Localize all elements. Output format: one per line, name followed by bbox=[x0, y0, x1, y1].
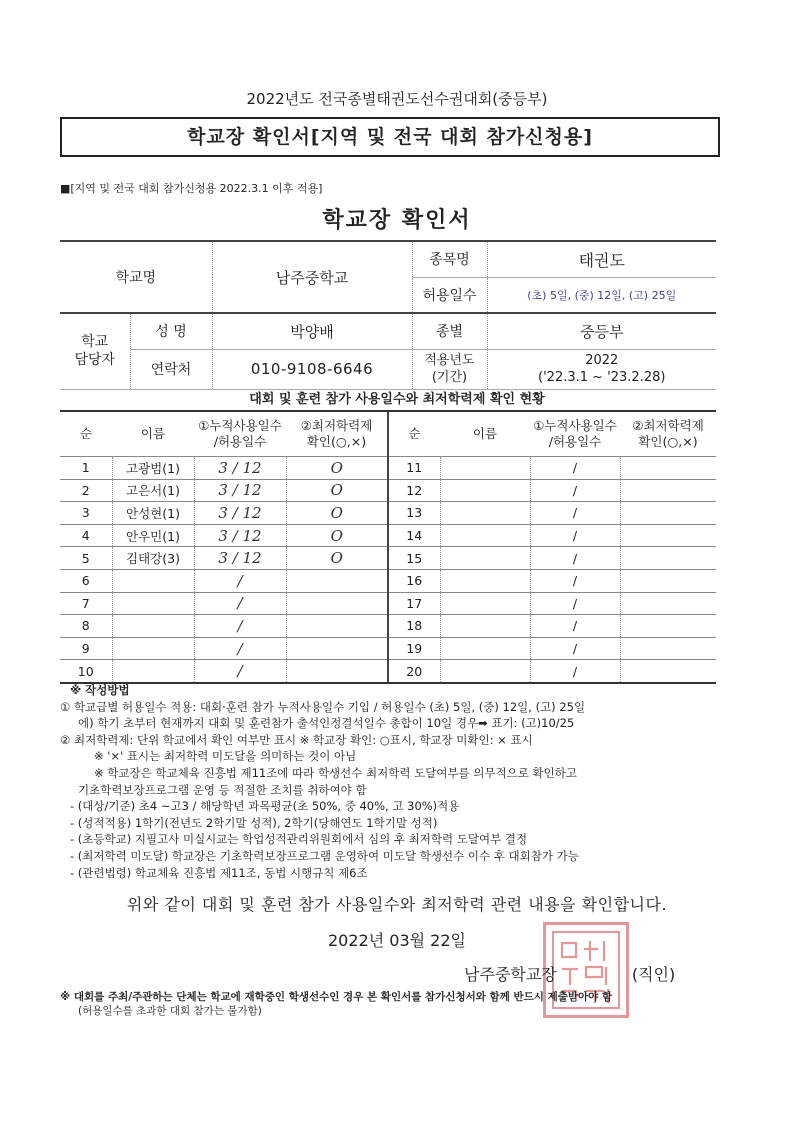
col-name-header: 이름 bbox=[112, 411, 194, 457]
row-number: 9 bbox=[60, 637, 112, 660]
min-check bbox=[620, 615, 716, 638]
school-label: 학교명 bbox=[60, 241, 212, 313]
min-check bbox=[620, 637, 716, 660]
name-label: 성 명 bbox=[130, 313, 212, 349]
days-used: / bbox=[194, 660, 286, 683]
min-check bbox=[620, 660, 716, 683]
min-check: O bbox=[286, 457, 388, 480]
days-used: / bbox=[194, 569, 286, 592]
table-row bbox=[60, 524, 716, 547]
sport-value: 태권도 bbox=[487, 241, 716, 277]
year-cell bbox=[487, 349, 716, 389]
days-used: / bbox=[530, 569, 620, 592]
category-value: 중등부 bbox=[487, 313, 716, 349]
student-name bbox=[112, 569, 194, 592]
row-number: 6 bbox=[60, 569, 112, 592]
writing-instructions bbox=[60, 682, 740, 881]
table-row bbox=[60, 457, 716, 480]
days-used: 3 / 12 bbox=[194, 524, 286, 547]
usage-heading: 대회 및 훈련 참가 사용일수와 최저학력제 확인 현황 bbox=[249, 392, 545, 407]
name-value: 박양배 bbox=[212, 313, 412, 349]
year-label: 적용년도 (기간) bbox=[412, 349, 487, 389]
school-value: 남주중학교 bbox=[212, 241, 412, 313]
student-name: 고광범(1) bbox=[112, 457, 194, 480]
days-used: / bbox=[530, 547, 620, 570]
apply-note: ■[지역 및 전국 대회 참가신청용 2022.3.1 이후 적용] bbox=[60, 182, 323, 195]
student-name bbox=[440, 457, 530, 480]
col-no-header: 순 bbox=[60, 411, 112, 457]
note-line: 에) 학기 초부터 현재까지 대회 및 훈련참가 출석인정결석일수 총합이 10일 경우➡ 표기: (고)10/25 bbox=[78, 716, 575, 731]
col-min-header: ②최저학력제 확인(○,×) bbox=[620, 411, 716, 457]
col-min-header: ②최저학력제 확인(○,×) bbox=[286, 411, 388, 457]
days-used: / bbox=[194, 615, 286, 638]
sport-label: 종목명 bbox=[412, 241, 487, 277]
student-name: 안성현(1) bbox=[112, 502, 194, 525]
student-name: 고은서(1) bbox=[112, 479, 194, 502]
student-name bbox=[112, 637, 194, 660]
student-name bbox=[440, 615, 530, 638]
table-row bbox=[60, 637, 716, 660]
manager-label: 학교 담당자 bbox=[60, 313, 130, 389]
row-number: 11 bbox=[388, 457, 440, 480]
table-row bbox=[60, 660, 716, 683]
min-check bbox=[620, 479, 716, 502]
table-row bbox=[60, 615, 716, 638]
days-used: / bbox=[530, 592, 620, 615]
days-used: 3 / 12 bbox=[194, 479, 286, 502]
footer-line-1: ※ 대회를 주최/주관하는 단체는 학교에 재학중인 학생선수인 경우 본 확인서를 참가신청서와 함께 반드시 제출받아야 함 bbox=[60, 991, 613, 1003]
year-value: 2022 bbox=[585, 353, 619, 368]
days-used: / bbox=[530, 524, 620, 547]
note-line: - (관련법령) 학교체육 진흥법 제11조, 동법 시행규칙 제6조 bbox=[70, 865, 368, 880]
min-check bbox=[620, 502, 716, 525]
row-number: 19 bbox=[388, 637, 440, 660]
row-number: 15 bbox=[388, 547, 440, 570]
note-line: ② 최저학력제: 단위 학교에서 확인 여부만 표시 ※ 학교장 확인: ○표시, 학교장 미확인: × 표시 bbox=[60, 732, 533, 747]
row-number: 7 bbox=[60, 592, 112, 615]
event-title: 2022년도 전국종별태권도선수권대회(중등부) bbox=[246, 90, 548, 108]
col-name-header: 이름 bbox=[440, 411, 530, 457]
note-line: 기초학력보장프로그램 운영 등 적절한 조치를 취하여야 함 bbox=[78, 782, 367, 797]
days-used: / bbox=[530, 615, 620, 638]
days-used: / bbox=[530, 660, 620, 683]
info-table bbox=[60, 240, 716, 390]
signature-line bbox=[464, 962, 675, 985]
confirm-sentence: 위와 같이 대회 및 훈련 참가 사용일수와 최저학력 관련 내용을 확인합니다. bbox=[126, 895, 668, 914]
row-number: 14 bbox=[388, 524, 440, 547]
row-number: 5 bbox=[60, 547, 112, 570]
min-check: O bbox=[286, 479, 388, 502]
col-no-header: 순 bbox=[388, 411, 440, 457]
document-title: 학교장 확인서[지역 및 전국 대회 참가신청용] bbox=[60, 117, 720, 157]
confirm-heading: 학교장 확인서 bbox=[322, 208, 472, 233]
student-name bbox=[440, 569, 530, 592]
row-number: 4 bbox=[60, 524, 112, 547]
min-check bbox=[620, 524, 716, 547]
row-number: 1 bbox=[60, 457, 112, 480]
min-check: O bbox=[286, 524, 388, 547]
days-used: / bbox=[530, 502, 620, 525]
min-check bbox=[286, 592, 388, 615]
min-check bbox=[620, 569, 716, 592]
days-used: / bbox=[530, 637, 620, 660]
table-row bbox=[60, 592, 716, 615]
table-row bbox=[60, 547, 716, 570]
student-name bbox=[112, 615, 194, 638]
contact-value: 010-9108-6646 bbox=[212, 349, 412, 389]
student-name: 안우민(1) bbox=[112, 524, 194, 547]
usage-table bbox=[60, 410, 716, 684]
min-check: O bbox=[286, 502, 388, 525]
min-check bbox=[286, 615, 388, 638]
row-number: 2 bbox=[60, 479, 112, 502]
student-name bbox=[112, 592, 194, 615]
notes-lines bbox=[60, 699, 740, 882]
row-number: 16 bbox=[388, 569, 440, 592]
student-name bbox=[112, 660, 194, 683]
seal-note: (직인) bbox=[631, 965, 676, 984]
student-name bbox=[440, 637, 530, 660]
row-number: 12 bbox=[388, 479, 440, 502]
student-name: 김태강(3) bbox=[112, 547, 194, 570]
row-number: 3 bbox=[60, 502, 112, 525]
usage-table-body bbox=[60, 457, 716, 683]
col-days-header: ①누적사용일수 /허용일수 bbox=[530, 411, 620, 457]
note-line: ① 학교급별 허용일수 적용: 대회·훈련 참가 누적사용일수 기입 / 허용일수 (초) 5일, (중) 12일, (고) 25일 bbox=[60, 699, 586, 714]
table-row bbox=[60, 479, 716, 502]
allowed-label: 허용일수 bbox=[412, 277, 487, 313]
days-used: 3 / 12 bbox=[194, 502, 286, 525]
col-days-header: ①누적사용일수 /허용일수 bbox=[194, 411, 286, 457]
min-check bbox=[620, 547, 716, 570]
note-line: - (성적적용) 1학기(전년도 2학기말 성적), 2학기(당해연도 1학기말 성적) bbox=[70, 815, 438, 830]
student-name bbox=[440, 502, 530, 525]
period-value: ('22.3.1 ~ '23.2.28) bbox=[538, 370, 666, 385]
min-check bbox=[620, 457, 716, 480]
student-name bbox=[440, 479, 530, 502]
category-label: 종별 bbox=[412, 313, 487, 349]
row-number: 8 bbox=[60, 615, 112, 638]
student-name bbox=[440, 660, 530, 683]
min-check bbox=[286, 569, 388, 592]
note-line: ※ '×' 표시는 최저학력 미도달을 의미하는 것이 아님 bbox=[94, 749, 357, 764]
days-used: / bbox=[530, 479, 620, 502]
row-number: 10 bbox=[60, 660, 112, 683]
days-used: / bbox=[194, 637, 286, 660]
allowed-value: (초) 5일, (중) 12일, (고) 25일 bbox=[487, 277, 716, 313]
row-number: 18 bbox=[388, 615, 440, 638]
school-principal: 남주중학교장 bbox=[464, 965, 557, 984]
student-name bbox=[440, 592, 530, 615]
table-row bbox=[60, 569, 716, 592]
min-check bbox=[286, 637, 388, 660]
row-number: 17 bbox=[388, 592, 440, 615]
days-used: 3 / 12 bbox=[194, 547, 286, 570]
student-name bbox=[440, 524, 530, 547]
note-line: - (초등학교) 지필고사 미실시교는 학업성적관리위원회에서 심의 후 최저학력 도달여부 결정 bbox=[70, 832, 528, 847]
days-used: 3 / 12 bbox=[194, 457, 286, 480]
note-line: - (대상/기준) 초4 ~고3 / 해당학년 과목평균(초 50%, 중 40%, 고 30%)적용 bbox=[70, 799, 460, 814]
row-number: 13 bbox=[388, 502, 440, 525]
footer-note bbox=[60, 990, 740, 1018]
table-row bbox=[60, 502, 716, 525]
notes-heading: ※ 작성방법 bbox=[70, 683, 130, 697]
days-used: / bbox=[530, 457, 620, 480]
issue-date: 2022년 03월 22일 bbox=[328, 931, 466, 950]
row-number: 20 bbox=[388, 660, 440, 683]
min-check bbox=[620, 592, 716, 615]
days-used: / bbox=[194, 592, 286, 615]
student-name bbox=[440, 547, 530, 570]
note-line: - (최저학력 미도달) 학교장은 기초학력보장프로그램 운영하여 미도달 학생선수 이수 후 대회참가 가능 bbox=[70, 848, 579, 863]
min-check bbox=[286, 660, 388, 683]
footer-line-2: (허용일수를 초과한 대회 참가는 불가함) bbox=[78, 1005, 262, 1017]
note-line: ※ 학교장은 학교체육 진흥법 제11조에 따라 학생선수 최저학력 도달여부를 의무적으로 확인하고 bbox=[94, 765, 577, 780]
min-check: O bbox=[286, 547, 388, 570]
contact-label: 연락처 bbox=[130, 349, 212, 389]
